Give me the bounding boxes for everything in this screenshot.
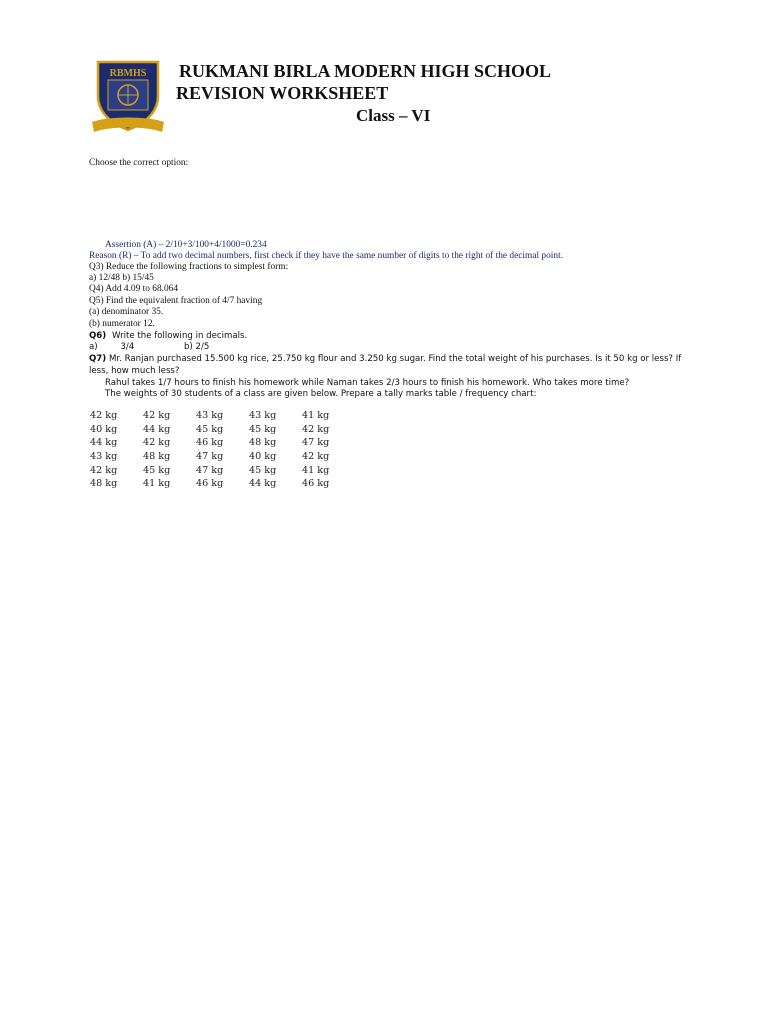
table-cell: 40 kg	[90, 423, 118, 435]
question-7-text: Mr. Ranjan purchased 15.500 kg rice, 25.750 kg flour and 3.250 kg sugar. Find the total weight of his purchases. Is it 50 kg or less? If less, how much less?	[89, 354, 682, 376]
table-cell: 48 kg	[90, 478, 118, 490]
table-cell: 42 kg	[143, 410, 171, 422]
table-cell: 42 kg	[143, 437, 171, 449]
table-row	[90, 477, 355, 491]
question-6-a-value: 3/4	[120, 342, 135, 352]
table-cell: 43 kg	[249, 410, 277, 422]
table-cell: 42 kg	[90, 464, 118, 476]
table-cell: 48 kg	[143, 451, 171, 463]
question-8: Rahul takes 1/7 hours to finish his homework while Naman takes 2/3 hours to finish his homework. Who takes more time?	[105, 378, 630, 388]
table-cell: 48 kg	[249, 437, 277, 449]
logo-text: RBMHS	[109, 68, 147, 79]
table-cell: 47 kg	[196, 451, 224, 463]
table-cell: 41 kg	[302, 464, 330, 476]
question-9: The weights of 30 students of a class are given below. Prepare a tally marks table / frequency chart:	[105, 389, 537, 399]
table-cell: 43 kg	[196, 410, 224, 422]
table-cell: 41 kg	[143, 478, 171, 490]
table-row	[90, 436, 355, 450]
weights-table	[90, 409, 355, 491]
table-row	[90, 409, 355, 423]
table-cell: 45 kg	[196, 423, 224, 435]
question-7	[89, 353, 689, 377]
question-6-b: b) 2/5	[183, 342, 210, 352]
table-cell: 45 kg	[143, 464, 171, 476]
table-cell: 41 kg	[302, 410, 330, 422]
table-cell: 45 kg	[249, 423, 277, 435]
question-5-part-a: (a) denominator 35.	[89, 307, 164, 317]
reason-text: Reason (R) – To add two decimal numbers, first check if they have the same number of digits to the right of the decimal point.	[89, 251, 564, 261]
table-row	[90, 463, 355, 477]
table-row	[90, 450, 355, 464]
table-cell: 44 kg	[249, 478, 277, 490]
table-cell: 46 kg	[196, 478, 224, 490]
question-4: Q4) Add 4.09 to 68.064	[89, 284, 179, 294]
instructions: Choose the correct option:	[89, 158, 189, 168]
question-6-parts	[89, 341, 209, 353]
table-cell: 46 kg	[196, 437, 224, 449]
table-cell: 42 kg	[302, 423, 330, 435]
question-6-a-label: a)	[89, 342, 98, 352]
table-cell: 47 kg	[196, 464, 224, 476]
table-cell: 42 kg	[90, 410, 118, 422]
table-cell: 43 kg	[90, 451, 118, 463]
table-cell: 45 kg	[249, 464, 277, 476]
question-6-text: Write the following in decimals.	[111, 331, 248, 341]
question-5-part-b: (b) numerator 12.	[89, 319, 155, 329]
question-3: Q3) Reduce the following fractions to simplest form:	[89, 262, 289, 272]
school-name: RUKMANI BIRLA MODERN HIGH SCHOOL	[179, 61, 552, 81]
assertion-text: Assertion (A) – 2/10+3/100+4/1000=0.234	[105, 240, 267, 250]
question-6-label: Q6)	[89, 331, 107, 341]
table-cell: 42 kg	[302, 451, 330, 463]
table-cell: 46 kg	[302, 478, 330, 490]
question-5: Q5) Find the equivalent fraction of 4/7 having	[89, 296, 263, 306]
table-row	[90, 423, 355, 437]
worksheet-title: REVISION WORKSHEET	[176, 83, 389, 103]
question-7-label: Q7)	[89, 354, 107, 364]
question-3-parts: a) 12/48 b) 15/45	[89, 273, 154, 283]
table-cell: 40 kg	[249, 451, 277, 463]
table-cell: 47 kg	[302, 437, 330, 449]
table-cell: 44 kg	[143, 423, 171, 435]
school-crest-logo	[88, 56, 168, 136]
class-label: Class – VI	[356, 106, 431, 125]
table-cell: 44 kg	[90, 437, 118, 449]
